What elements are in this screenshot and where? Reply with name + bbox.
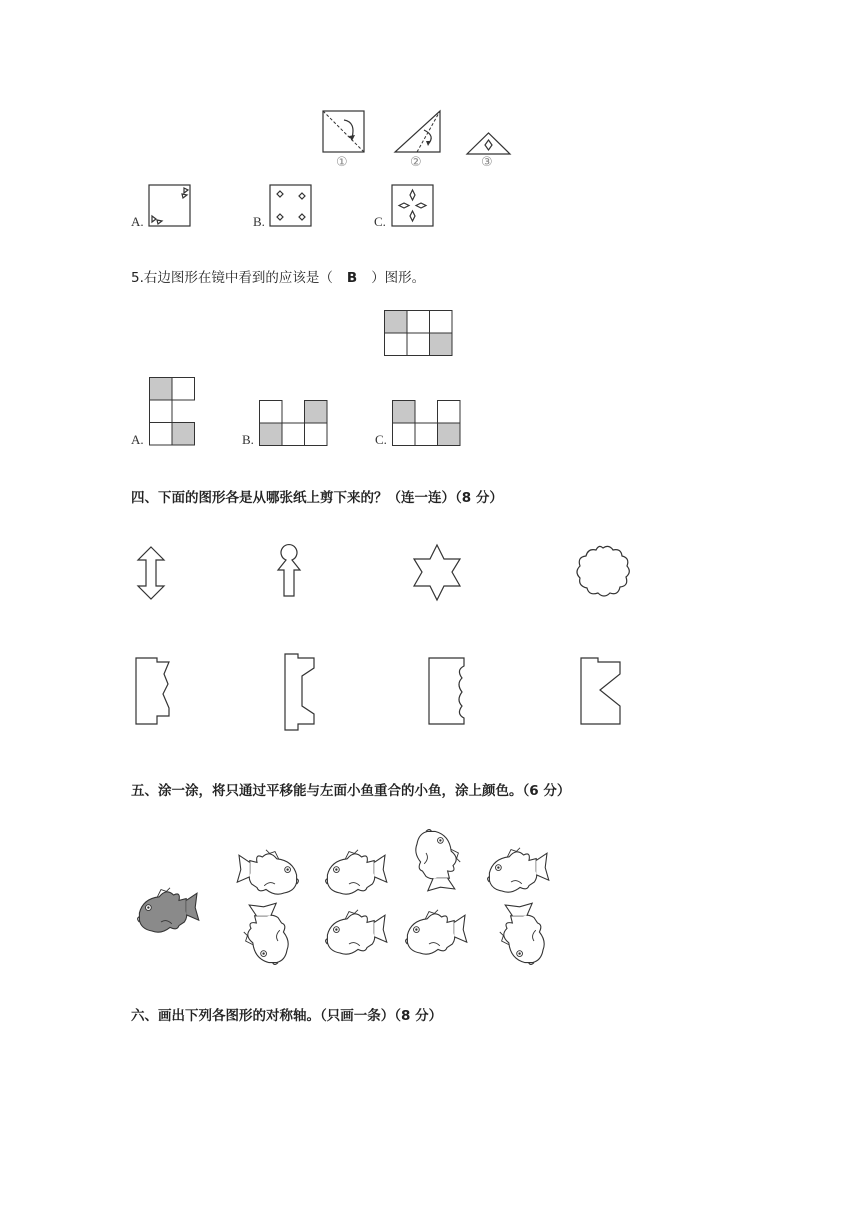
fish-candidate-2[interactable]: [322, 848, 388, 900]
section-6-heading: [131, 1004, 442, 1024]
q4-option-c-label: C.: [374, 214, 386, 229]
six-point-star-shape: [410, 544, 466, 602]
fish-candidate-3[interactable]: [410, 826, 466, 892]
section-4-score: 8: [461, 490, 472, 506]
q5-option-c-figure[interactable]: [392, 400, 464, 448]
q5-answer: B: [346, 270, 358, 286]
q5-option-c-label: C.: [375, 432, 387, 447]
q5-original-figure: [384, 310, 454, 358]
fish-candidate-7[interactable]: [402, 908, 468, 960]
section-4-unit: 分）: [475, 490, 503, 506]
reference-fish: [134, 886, 200, 938]
paper-zigzag[interactable]: [135, 656, 175, 728]
section-5-score: 6: [529, 783, 539, 799]
q4-option-b-figure[interactable]: [269, 184, 313, 228]
fold-step-1-figure: [322, 110, 366, 154]
section-4-heading: [131, 486, 503, 506]
section-5-unit: 分）: [543, 783, 571, 799]
fish-candidate-4[interactable]: [484, 846, 550, 898]
paper-wavy[interactable]: [428, 656, 472, 728]
fold-step-2-label: ②: [410, 155, 422, 170]
q5-question: [131, 266, 425, 286]
q4-option-b-label: B.: [253, 214, 265, 229]
fold-step-3-label: ③: [481, 155, 493, 170]
q5-option-b-label: B.: [242, 432, 254, 447]
double-arrow-shape: [136, 546, 168, 602]
section-4-text: 四、下面的图形各是从哪张纸上剪下来的？（连一连）（: [131, 490, 462, 506]
q4-option-a-figure[interactable]: [148, 184, 192, 228]
keyhole-arrow-shape: [276, 546, 304, 598]
fold-step-1-label: ①: [336, 155, 348, 170]
section-5-text: 五、涂一涂，将只通过平移能与左面小鱼重合的小鱼，涂上颜色。（: [131, 783, 530, 799]
section-5-heading: [131, 779, 570, 799]
q5-suffix: ）图形。: [371, 270, 426, 286]
q5-prefix: 5.右边图形在镜中看到的应该是（: [131, 270, 333, 286]
q4-option-a-label: A.: [131, 214, 144, 229]
fold-step-3-figure: [466, 132, 512, 156]
q5-option-a-label: A.: [131, 432, 144, 447]
section-6-unit: 分）: [415, 1008, 443, 1024]
q5-option-a-figure[interactable]: [149, 377, 197, 447]
fish-candidate-6[interactable]: [322, 908, 388, 960]
section-6-text: 六、画出下列各图形的对称轴。（只画一条）（: [131, 1008, 401, 1024]
q4-option-c-figure[interactable]: [391, 184, 435, 228]
flower-shape: [574, 544, 632, 600]
paper-triangle-cut[interactable]: [580, 656, 624, 728]
fish-candidate-8[interactable]: [494, 902, 550, 968]
paper-notched[interactable]: [284, 652, 324, 732]
q5-option-b-figure[interactable]: [259, 400, 331, 448]
fold-step-2-figure: [394, 110, 442, 154]
section-6-score: 8: [401, 1008, 411, 1024]
fish-candidate-1[interactable]: [236, 848, 302, 900]
fish-candidate-5[interactable]: [238, 902, 294, 968]
